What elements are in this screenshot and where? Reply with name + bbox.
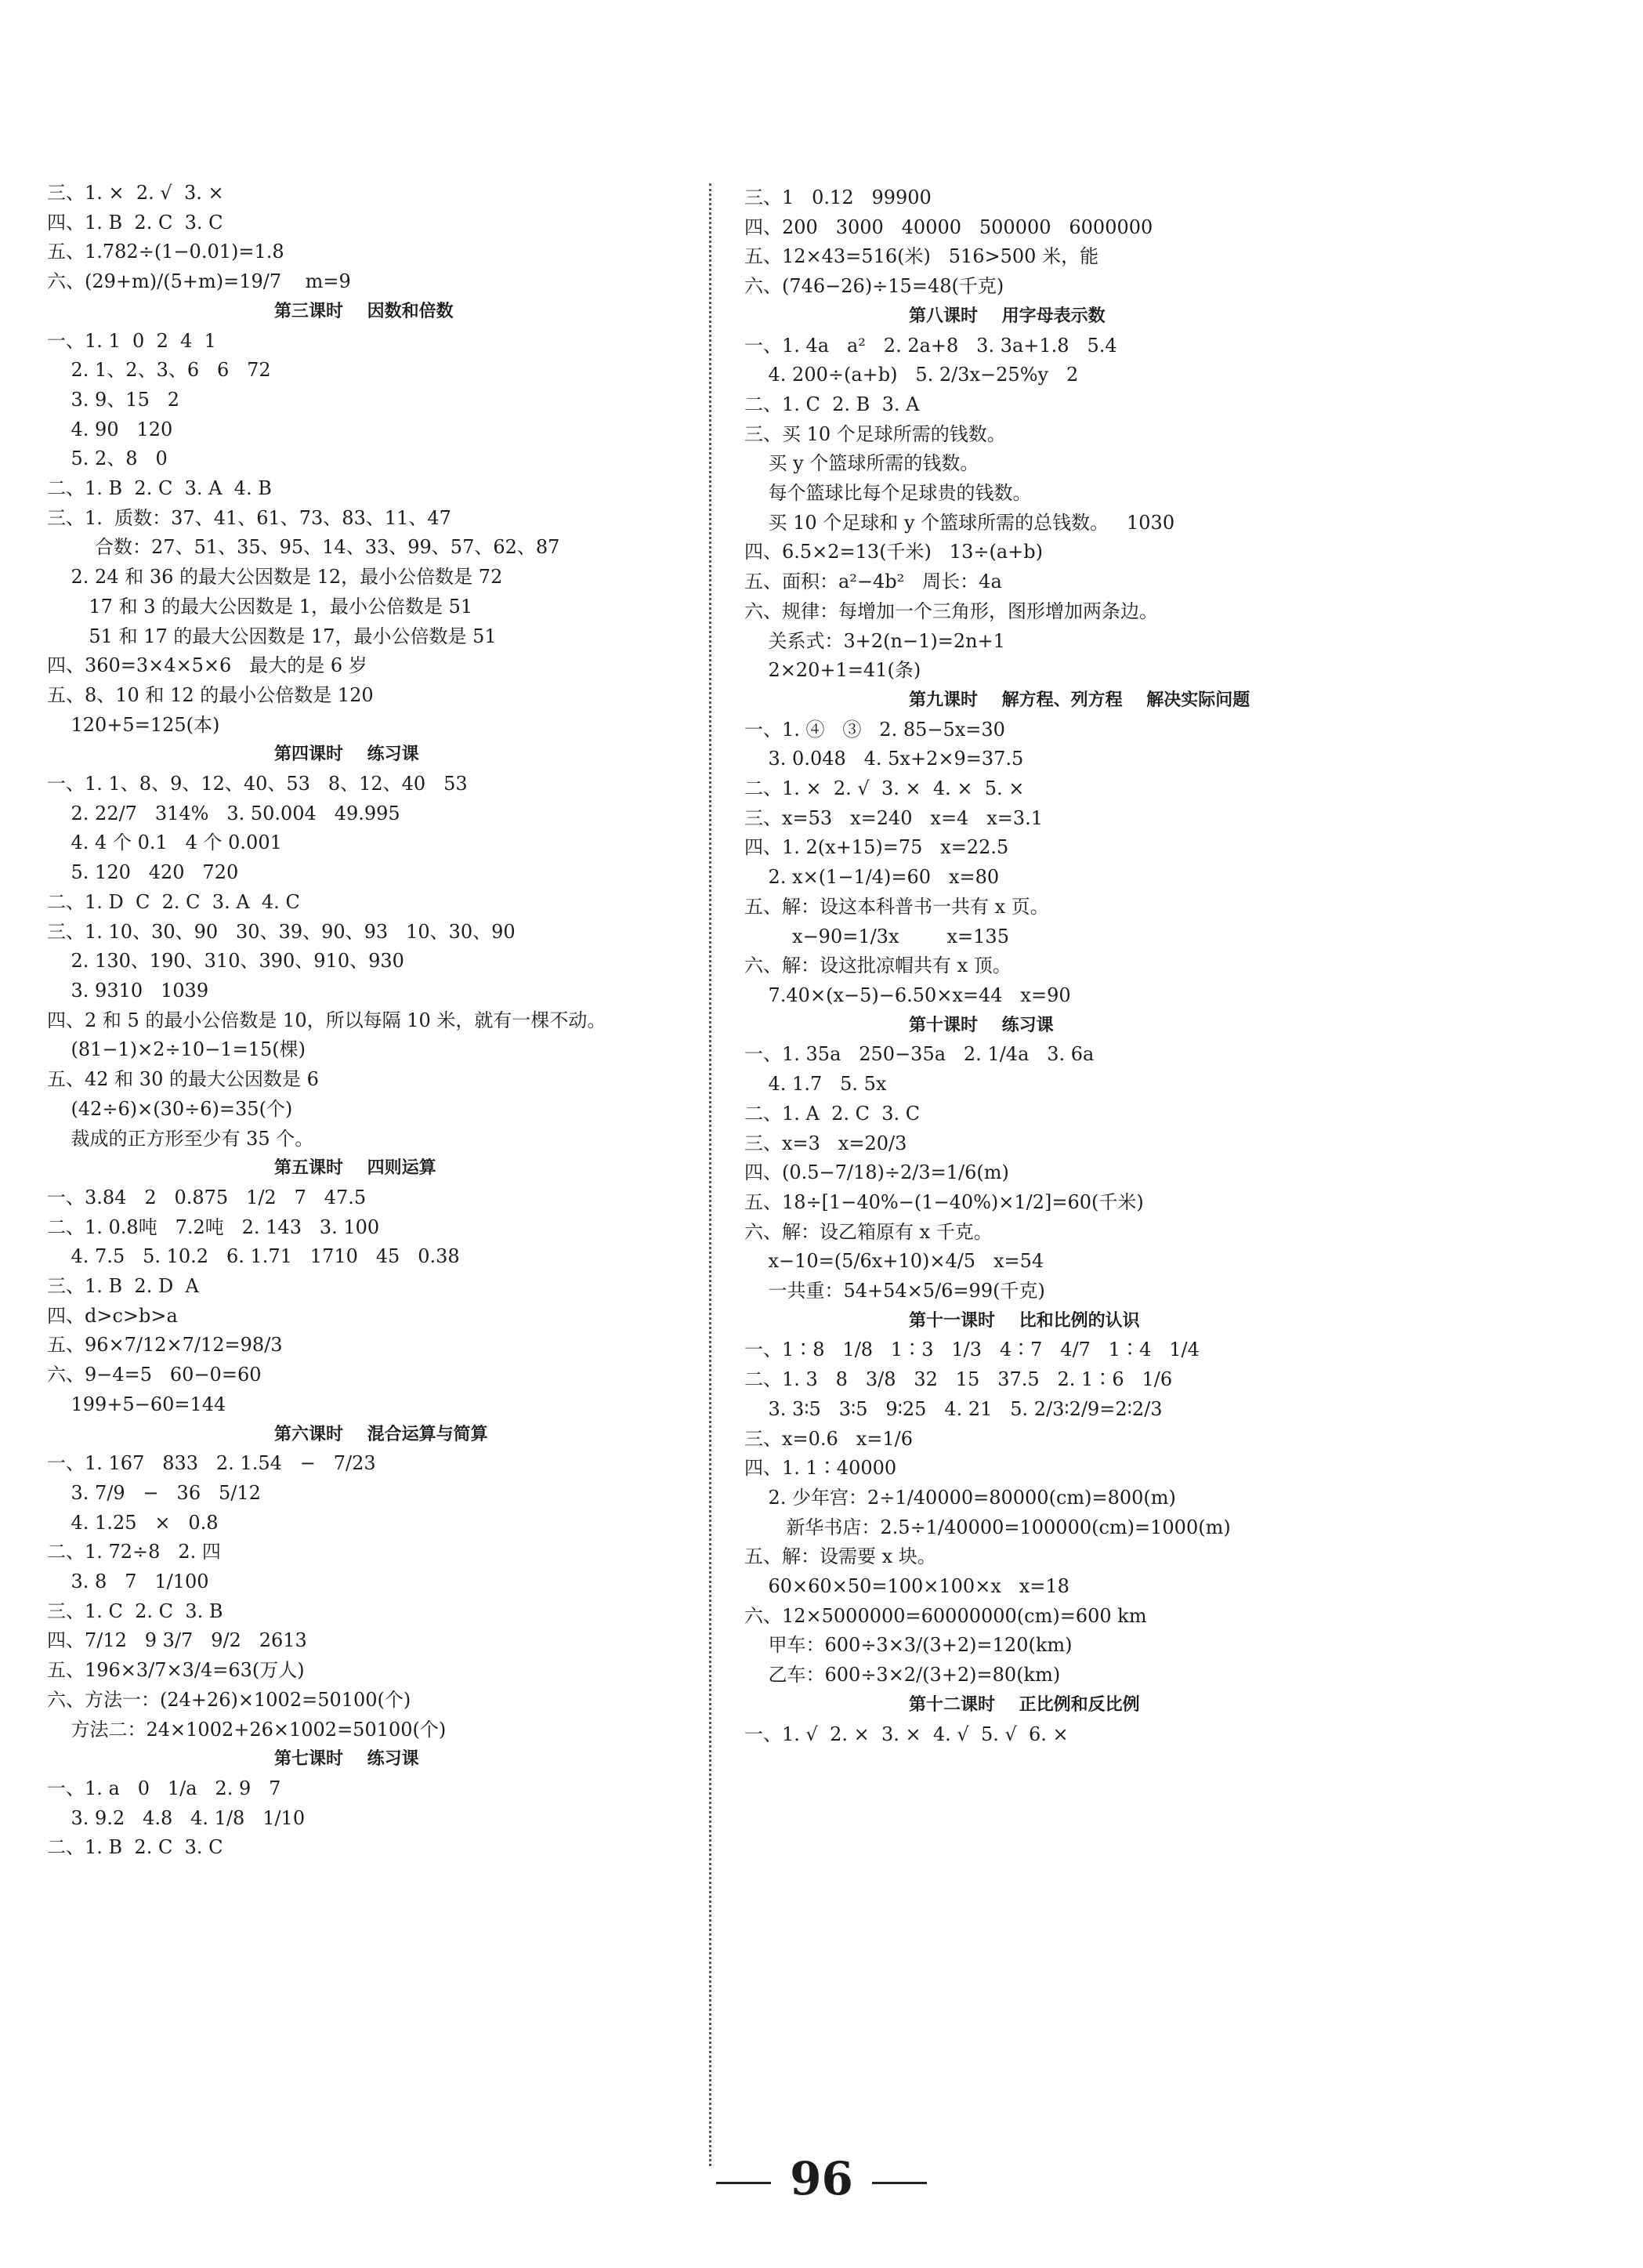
answer-line: (42÷6)×(30÷6)=35(个) — [47, 1097, 293, 1120]
answer-line: 4. 4 个 0.1 4 个 0.001 — [47, 831, 282, 854]
answer-line: 方法二：24×1002+26×1002=50100(个) — [47, 1718, 447, 1741]
section-heading: 第八课时 用字母表示数 — [909, 306, 1106, 326]
answer-line: 一、3.84 2 0.875 1/2 7 47.5 — [47, 1186, 367, 1208]
answer-line: 一、1. 4a a² 2. 2a+8 3. 3a+1.8 5.4 — [744, 334, 1117, 357]
answer-line: 六、(746−26)÷15=48(千克) — [744, 275, 1004, 298]
right-column — [744, 183, 1528, 1749]
answer-line: 买 y 个篮球所需的钱数。 — [744, 452, 979, 475]
section-heading: 第十一课时 比和比例的认识 — [909, 1310, 1140, 1331]
answer-line: (81−1)×2÷10−1=15(棵) — [47, 1038, 306, 1061]
answer-line: 五、12×43=516(米) 516>500 米，能 — [744, 245, 1099, 268]
answer-line: 一共重：54+54×5/6=99(千克) — [744, 1280, 1045, 1302]
answer-line: 3. 7/9 − 36 5/12 — [47, 1481, 261, 1504]
answer-line: x−10=(5/6x+10)×4/5 x=54 — [744, 1250, 1044, 1273]
answer-line: 买 10 个足球和 y 个篮球所需的总钱数。 1030 — [744, 511, 1175, 534]
answer-line: 五、42 和 30 的最大公因数是 6 — [47, 1068, 319, 1091]
answer-line: 2. 130、190、310、390、910、930 — [47, 950, 404, 973]
answer-line: 四、1. 2(x+15)=75 x=22.5 — [744, 836, 1009, 859]
answer-line: 2. 1、2、3、6 6 72 — [47, 359, 271, 382]
answer-line: 一、1. 1、8、9、12、40、53 8、12、40 53 — [47, 773, 468, 795]
answer-line: 一、1∶8 1/8 1∶3 1/3 4∶7 4/7 1∶4 1/4 — [744, 1339, 1200, 1361]
answer-line: 二、1. B 2. C 3. C — [47, 1836, 223, 1859]
answer-line: 五、18÷[1−40%−(1−40%)×1/2]=60(千米) — [744, 1190, 1144, 1213]
answer-line: 4. 1.25 × 0.8 — [47, 1511, 219, 1534]
answer-line: 四、1. B 2. C 3. C — [47, 211, 223, 234]
column-divider — [709, 183, 711, 2166]
section-heading: 第七课时 练习课 — [274, 1749, 419, 1770]
answer-line: 2. 少年宫：2÷1/40000=80000(cm)=800(m) — [744, 1486, 1176, 1509]
answer-line: 二、1. A 2. C 3. C — [744, 1102, 921, 1125]
answer-line: 五、8、10 和 12 的最小公倍数是 120 — [47, 683, 374, 706]
answer-line: 二、1. C 2. B 3. A — [744, 393, 920, 415]
answer-line: 六、(29+m)/(5+m)=19/7 m=9 — [47, 270, 351, 293]
answer-line: 7.40×(x−5)−6.50×x=44 x=90 — [744, 984, 1071, 1006]
answer-line: 四、7/12 9 3/7 9/2 2613 — [47, 1629, 307, 1652]
answer-line: x−90=1/3x x=135 — [744, 925, 1009, 947]
answer-line: 五、解：设这本科普书一共有 x 页。 — [744, 895, 1049, 918]
answer-line: 二、1. 3 8 3/8 32 15 37.5 2. 1∶6 1/6 — [744, 1368, 1173, 1391]
answer-line: 三、1. 10、30、90 30、39、90、93 10、30、90 — [47, 920, 516, 943]
answer-line: 乙车：600÷3×2/(3+2)=80(km) — [744, 1664, 1061, 1687]
answer-line: 六、解：设这批凉帽共有 x 顶。 — [744, 955, 1011, 977]
page-number-text: 96 — [790, 2152, 853, 2205]
left-dash — [716, 2182, 771, 2184]
answer-line: 每个篮球比每个足球贵的钱数。 — [744, 482, 1032, 505]
answer-line: 二、1. × 2. √ 3. × 4. × 5. × — [744, 777, 1025, 800]
answer-line: 一、1. √ 2. × 3. × 4. √ 5. √ 6. × — [744, 1723, 1069, 1745]
answer-line: 二、1. 0.8吨 7.2吨 2. 143 3. 100 — [47, 1216, 380, 1238]
answer-line: 三、1. × 2. √ 3. × — [47, 182, 224, 204]
answer-line: 4. 200÷(a+b) 5. 2/3x−25%y 2 — [744, 364, 1079, 386]
answer-line: 51 和 17 的最大公因数是 17，最小公倍数是 51 — [47, 625, 497, 647]
answer-line: 四、200 3000 40000 500000 6000000 — [744, 216, 1153, 238]
left-column — [47, 179, 689, 1863]
answer-line: 五、解：设需要 x 块。 — [744, 1545, 936, 1568]
answer-line: 2. 22/7 314% 3. 50.004 49.995 — [47, 802, 400, 824]
answer-line: 新华书店：2.5÷1/40000=100000(cm)=1000(m) — [744, 1516, 1231, 1538]
answer-line: 六、解：设乙箱原有 x 千克。 — [744, 1220, 993, 1243]
answer-line: 三、1 0.12 99900 — [744, 187, 932, 208]
answer-line: 四、2 和 5 的最小公倍数是 10，所以每隔 10 米，就有一棵不动。 — [47, 1009, 606, 1031]
section-heading: 第六课时 混合运算与简算 — [274, 1424, 488, 1444]
answer-line: 四、6.5×2=13(千米) 13÷(a+b) — [744, 541, 1043, 563]
answer-line: 合数：27、51、35、95、14、33、99、57、62、87 — [47, 536, 560, 559]
answer-line: 三、x=3 x=20/3 — [744, 1132, 907, 1154]
section-heading: 第五课时 四则运算 — [274, 1158, 436, 1179]
answer-line: 六、方法一：(24+26)×1002=50100(个) — [47, 1688, 411, 1711]
answer-line: 3. 8 7 1/100 — [47, 1571, 209, 1593]
answer-line: 2. 24 和 36 的最大公因数是 12，最小公倍数是 72 — [47, 566, 503, 589]
answer-line: 二、1. D C 2. C 3. A 4. C — [47, 890, 300, 913]
answer-line: 4. 1.7 5. 5x — [744, 1073, 887, 1096]
answer-line: 六、9−4=5 60−0=60 — [47, 1364, 262, 1386]
answer-line: 4. 90 120 — [47, 418, 173, 440]
answer-line: 六、规律：每增加一个三角形，图形增加两条边。 — [744, 600, 1158, 622]
answer-line: 甲车：600÷3×3/(3+2)=120(km) — [744, 1634, 1073, 1657]
answer-line: 裁成的正方形至少有 35 个。 — [47, 1127, 314, 1150]
answer-line: 60×60×50=100×100×x x=18 — [744, 1575, 1069, 1598]
answer-line: 一、1. 35a 250−35a 2. 1/4a 3. 6a — [744, 1043, 1095, 1066]
section-heading: 第九课时 解方程、列方程 解决实际问题 — [909, 690, 1250, 710]
answer-line: 三、x=0.6 x=1/6 — [744, 1427, 913, 1450]
answer-line: 四、360=3×4×5×6 最大的是 6 岁 — [47, 654, 367, 677]
answer-line: 三、1. B 2. D A — [47, 1275, 199, 1298]
answer-line: 一、1. 1 0 2 4 1 — [47, 329, 216, 352]
answer-line: 3. 9、15 2 — [47, 388, 180, 411]
answer-line: 二、1. 72÷8 2. 四 — [47, 1541, 221, 1563]
answer-line: 5. 120 420 720 — [47, 861, 239, 884]
answer-line: 四、1. 1∶40000 — [744, 1457, 897, 1480]
answer-line: 4. 7.5 5. 10.2 6. 1.71 1710 45 0.38 — [47, 1245, 460, 1268]
page-number — [0, 2151, 1643, 2206]
answer-line: 3. 0.048 4. 5x+2×9=37.5 — [744, 748, 1024, 770]
answer-line: 四、d>c>b>a — [47, 1304, 178, 1327]
answer-line: 3. 9310 1039 — [47, 979, 209, 1002]
answer-line: 三、x=53 x=240 x=4 x=3.1 — [744, 806, 1044, 829]
answer-line: 一、1. ④ ③ 2. 85−5x=30 — [744, 718, 1005, 741]
answer-line: 2. x×(1−1/4)=60 x=80 — [744, 866, 1000, 889]
answer-line: 120+5=125(本) — [47, 713, 220, 736]
section-heading: 第三课时 因数和倍数 — [274, 301, 454, 321]
right-dash — [872, 2182, 927, 2184]
answer-line: 3. 3∶5 3∶5 9∶25 4. 21 5. 2/3∶2/9=2∶2/3 — [744, 1397, 1163, 1420]
answer-line: 二、1. B 2. C 3. A 4. B — [47, 477, 272, 500]
answer-line: 3. 9.2 4.8 4. 1/8 1/10 — [47, 1806, 306, 1829]
answer-line: 三、买 10 个足球所需的钱数。 — [744, 422, 1006, 445]
answer-line: 17 和 3 的最大公因数是 1，最小公倍数是 51 — [47, 595, 473, 618]
answer-line: 四、(0.5−7/18)÷2/3=1/6(m) — [744, 1161, 1009, 1184]
section-heading: 第十二课时 正比例和反比例 — [909, 1694, 1140, 1715]
answer-line: 关系式：3+2(n−1)=2n+1 — [744, 629, 1005, 652]
section-heading: 第四课时 练习课 — [274, 745, 419, 765]
answer-line: 一、1. 167 833 2. 1.54 − 7/23 — [47, 1452, 376, 1475]
answer-line: 三、1. 质数：37、41、61、73、83、11、47 — [47, 506, 451, 529]
answer-line: 五、196×3/7×3/4=63(万人) — [47, 1659, 305, 1682]
answer-line: 一、1. a 0 1/a 2. 9 7 — [47, 1777, 281, 1799]
answer-line: 5. 2、8 0 — [47, 447, 168, 470]
answer-line: 五、96×7/12×7/12=98/3 — [47, 1334, 283, 1357]
section-heading: 第十课时 练习课 — [909, 1015, 1054, 1035]
answer-line: 三、1. C 2. C 3. B — [47, 1600, 223, 1622]
answer-line: 六、12×5000000=60000000(cm)=600 km — [744, 1604, 1147, 1627]
answer-line: 2×20+1=41(条) — [744, 659, 921, 682]
answer-line: 五、面积：a²−4b² 周长：4a — [744, 571, 1002, 593]
answer-line: 五、1.782÷(1−0.01)=1.8 — [47, 241, 284, 263]
answer-line: 199+5−60=144 — [47, 1393, 226, 1415]
